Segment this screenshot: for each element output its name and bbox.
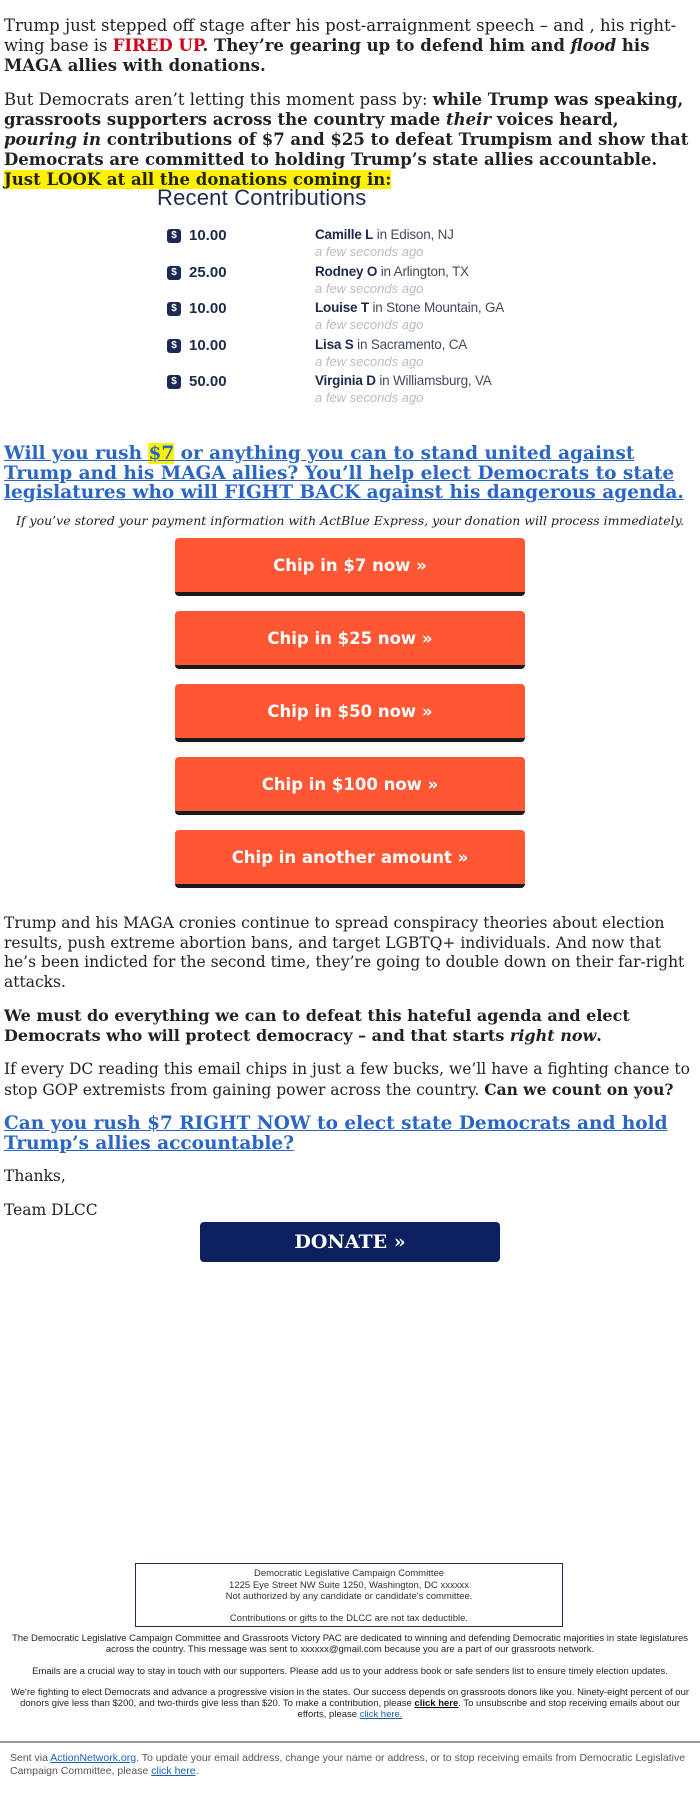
contribution-row (157, 373, 557, 410)
contribution-donor: Virginia D in Williamsburg, VA (315, 373, 492, 388)
intro-text: his MAGA allies with donations. (4, 36, 650, 75)
contribution-amount: 10.00 (189, 336, 227, 354)
street-address: 1225 Eye Street NW Suite 1250, Washington, DC xxxxxx (229, 1579, 469, 1591)
contribution-donor: Lisa S in Sacramento, CA (315, 336, 468, 352)
chip-in-100-button[interactable]: Chip in $100 now » (175, 757, 525, 815)
authorization-note: Not authorized by any candidate or candidate's committee. (225, 1591, 473, 1602)
tax-note: Contributions or gifts to the DLCC are not tax deductible. (229, 1612, 469, 1624)
contribution-time: a few seconds ago (315, 390, 424, 405)
contribution-donor: Louise T in Stone Mountain, GA (315, 300, 505, 315)
contribution-row (157, 227, 557, 264)
body-paragraph-1: Trump and his MAGA cronies continue to spread conspiracy theories about election results, push extreme abortion bans, and target LGBTQ+ individuals. And now that he’s been indicted for the second time, they’re going to double down on their far-right attacks. (4, 914, 685, 991)
intro-text: pouring in (4, 130, 102, 149)
footer-note: Sent via ActionNetwork.org. To update your email address, change your name or address, or to stop receiving emails from Democratic Legislative Campaign Committee, please click here. (10, 1752, 686, 1777)
contribution-amount: 50.00 (189, 373, 227, 390)
unsubscribe-link[interactable]: click here. (359, 1709, 403, 1720)
body-copy (4, 914, 696, 1234)
contribution-donor: Rodney O in Arlington, TX (315, 263, 469, 279)
signature: Team DLCC (4, 1200, 98, 1219)
contribution-row (157, 300, 557, 337)
chip-in-7-button[interactable]: Chip in $7 now » (175, 538, 525, 596)
chip-in-other-button[interactable]: Chip in another amount » (175, 830, 525, 888)
actionnetwork-link[interactable]: ActionNetwork.org (50, 1752, 137, 1764)
contribution-amount: 10.00 (189, 227, 227, 244)
donate-button[interactable]: DONATE » (200, 1222, 500, 1262)
dollar-icon: $ (167, 266, 181, 280)
flood-text: flood (570, 36, 617, 55)
legal-paragraph-2: Emails are a crucial way to stay in touch with our supporters. Please add us to your address book or safe senders list to ensure timely election updates. (32, 1666, 668, 1677)
actblue-express-note: If you’ve stored your payment information with ActBlue Express, your donation will process immediately. (16, 513, 684, 528)
intro-text: their (446, 110, 492, 129)
intro-paragraph-1 (4, 16, 694, 76)
contribute-link[interactable]: click here (414, 1698, 459, 1709)
contribution-row (157, 264, 557, 301)
thanks-text: Thanks, (4, 1167, 66, 1185)
contribution-donor: Camille L in Edison, NJ (315, 227, 454, 242)
ask-amount[interactable]: $7 (148, 443, 175, 464)
intro-paragraph-2 (4, 90, 694, 190)
contribution-row (157, 337, 557, 374)
fired-up-text: FIRED UP (112, 36, 203, 55)
contributions-title: Recent Contributions (157, 185, 367, 210)
recent-contributions-widget (157, 185, 557, 410)
address-box (135, 1563, 563, 1627)
contribution-time: a few seconds ago (315, 353, 424, 369)
legal-paragraph-3: We're fighting to elect Democrats and advance a progressive vision in the states. Our success depends on grassroots donors like you. Ninety-eight percent of our donors give less than $200, and two-thirds give less than $20. To make a contribution, please click here. To unsubscribe and stop receiving emails about our efforts, please click here. (10, 1687, 690, 1720)
body-paragraph-2: We must do everything we can to defeat this hateful agenda and elect Democrats who will protect democracy – and that starts right now. (4, 1006, 630, 1045)
body-paragraph-3: If every DC reading this email chips in just a few bucks, we’ll have a fighting chance to stop GOP extremists from gaining power across the country. Can we count on you? (4, 1060, 690, 1099)
intro-text: while Trump was speaking, grassroots supporters across the country made (4, 90, 684, 129)
manage-subscription-link[interactable]: click here (151, 1765, 196, 1777)
legal-paragraph-1: The Democratic Legislative Campaign Committee and Grassroots Victory PAC are dedicated to winning and defending Democratic majorities in state legislatures across the country. This message was sent to xxxxxx@gmail.com because you are a part of our grassroots network. (11, 1633, 689, 1655)
chip-in-50-button[interactable]: Chip in $50 now » (175, 684, 525, 742)
second-ask-link[interactable]: Can you rush $7 RIGHT NOW to elect state Democrats and hold Trump’s allies accountable? (4, 1113, 668, 1154)
contribution-time: a few seconds ago (315, 244, 424, 259)
donation-ask-link[interactable]: Will you rush $7 or anything you can to stand united against Trump and his MAGA allies? You’ll help elect Democrats to state legislatures who will FIGHT BACK against his dangerous agenda. (4, 443, 684, 503)
intro-text: . They’re gearing up to defend him and (202, 36, 571, 55)
contribution-amount: 10.00 (189, 300, 227, 317)
footer-divider (0, 1741, 700, 1743)
contribution-time: a few seconds ago (315, 317, 424, 332)
dollar-icon: $ (167, 229, 181, 243)
intro-text: contributions of $7 and $25 to defeat Trumpism and show that Democrats are committed to holding Trump’s state allies accountable. (4, 130, 689, 169)
intro-text: But Democrats aren’t letting this moment pass by: (4, 90, 433, 109)
org-name: Democratic Legislative Campaign Committee (253, 1568, 445, 1579)
dollar-icon: $ (167, 375, 181, 389)
contribution-time: a few seconds ago (315, 280, 424, 296)
dollar-icon: $ (167, 302, 181, 316)
contribution-amount: 25.00 (189, 263, 227, 281)
intro-text: Trump just stepped off stage after his post-arraignment speech – and , his right-wing base is (4, 16, 677, 55)
dollar-icon: $ (167, 339, 181, 353)
highlighted-callout: Just LOOK at all the donations coming in: (4, 170, 392, 189)
chip-in-25-button[interactable]: Chip in $25 now » (175, 611, 525, 669)
intro (4, 16, 694, 204)
intro-text: voices heard, (491, 110, 619, 129)
